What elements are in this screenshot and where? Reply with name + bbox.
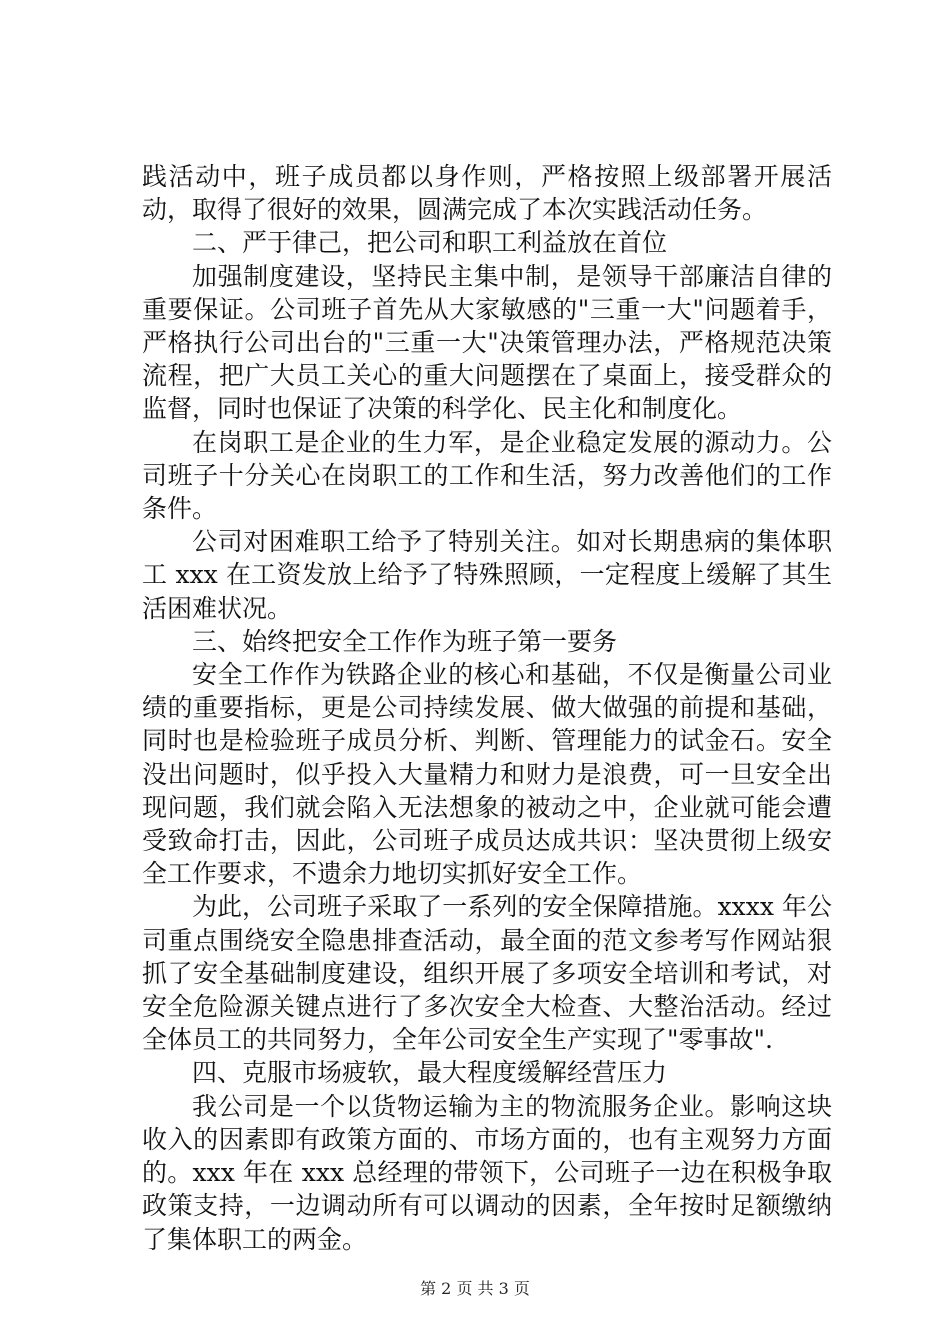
- paragraph: 我公司是一个以货物运输为主的物流服务企业。影响这块收入的因素即有政策方面的、市场方面的，也有主观努力方面的。xxx 年在 xxx 总经理的带领下，公司班子一边在积极争取政策支持，一边调动所有可以调动的因素，全年按时足额缴纳了集体职工的两金。: [142, 1091, 832, 1254]
- paragraph: 为此，公司班子采取了一系列的安全保障措施。xxxx 年公司重点围绕安全隐患排查活动，最全面的范文参考写作网站狠抓了安全基础制度建设，组织开展了多项安全培训和考试，对安全危险源关键点进行了多次安全大检查、大整治活动。经过全体员工的共同努力，全年公司安全生产实现了"零事故".: [142, 892, 832, 1055]
- section-heading-4: 四、克服市场疲软，最大程度缓解经营压力: [192, 1058, 668, 1088]
- section-heading-2: 二、严于律己，把公司和职工利益放在首位: [192, 228, 668, 258]
- document-body: [142, 160, 832, 1256]
- section-heading-3: 三、始终把安全工作作为班子第一要务: [192, 626, 618, 656]
- page-number-label: 第 2 页 共 3 页: [420, 1279, 530, 1298]
- paragraph: 在岗职工是企业的生力军，是企业稳定发展的源动力。公司班子十分关心在岗职工的工作和生活，努力改善他们的工作条件。: [142, 427, 832, 524]
- paragraph: 公司对困难职工给予了特别关注。如对长期患病的集体职工 xxx 在工资发放上给予了特殊照顾，一定程度上缓解了其生活困难状况。: [142, 527, 832, 623]
- paragraph-continuation: 践活动中，班子成员都以身作则，严格按照上级部署开展活动，取得了很好的效果，圆满完成了本次实践活动任务。: [142, 162, 832, 225]
- paragraph: 安全工作作为铁路企业的核心和基础，不仅是衡量公司业绩的重要指标，更是公司持续发展、做大做强的前提和基础，同时也是检验班子成员分析、判断、管理能力的试金石。安全没出问题时，似乎投入大量精力和财力是浪费，可一旦安全出现问题，我们就会陷入无法想象的被动之中，企业就可能会遭受致命打击，因此，公司班子成员达成共识：坚决贯彻上级安全工作要求，不遗余力地切实抓好安全工作。: [142, 660, 832, 889]
- page-footer: [0, 1276, 950, 1299]
- paragraph: 加强制度建设，坚持民主集中制，是领导干部廉洁自律的重要保证。公司班子首先从大家敏感的"三重一大"问题着手，严格执行公司出台的"三重一大"决策管理办法，严格规范决策流程，把广大员工关心的重大问题摆在了桌面上，接受群众的监督，同时也保证了决策的科学化、民主化和制度化。: [142, 261, 832, 424]
